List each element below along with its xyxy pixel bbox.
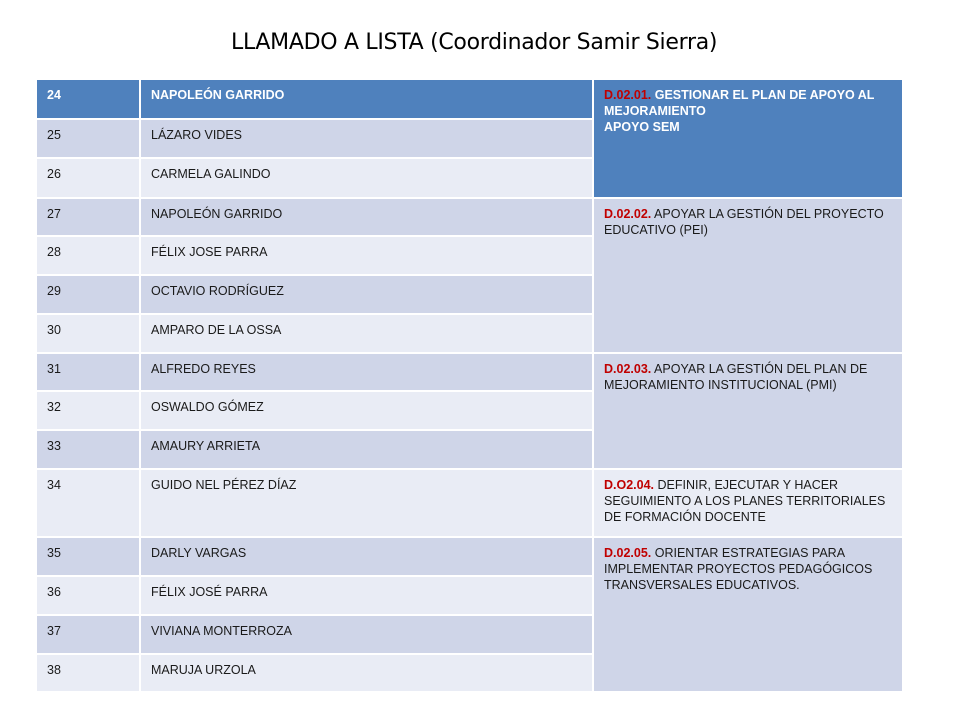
task-code: D.02.03. xyxy=(604,362,652,376)
task-code: D.02.05. xyxy=(604,546,652,560)
task-cell xyxy=(593,353,903,469)
table-row xyxy=(36,198,903,236)
task-cell xyxy=(593,537,903,692)
row-number: 29 xyxy=(36,275,140,314)
row-name: MARUJA URZOLA xyxy=(140,654,593,692)
task-code: D.02.02. xyxy=(604,207,652,221)
task-code: D.O2.04. xyxy=(604,478,655,492)
row-name: OSWALDO GÓMEZ xyxy=(140,391,593,430)
task-text: APOYAR LA GESTIÓN DEL PROYECTO EDUCATIVO (PEI) xyxy=(604,207,884,237)
row-number: 31 xyxy=(36,353,140,391)
row-name: AMPARO DE LA OSSA xyxy=(140,314,593,353)
row-number: 37 xyxy=(36,615,140,654)
task-text: ORIENTAR ESTRATEGIAS PARA IMPLEMENTAR PROYECTOS PEDAGÓGICOS TRANSVERSALES EDUCATIVOS. xyxy=(604,546,873,592)
task-extra: APOYO SEM xyxy=(604,120,680,134)
row-name: FÉLIX JOSÉ PARRA xyxy=(140,576,593,615)
row-number: 33 xyxy=(36,430,140,469)
row-name: FÉLIX JOSE PARRA xyxy=(140,236,593,275)
row-number: 32 xyxy=(36,391,140,430)
row-number: 26 xyxy=(36,158,140,198)
page-title: LLAMADO A LISTA (Coordinador Samir Sierra) xyxy=(231,30,718,55)
row-number: 25 xyxy=(36,119,140,158)
table-row xyxy=(36,537,903,576)
task-cell xyxy=(593,198,903,353)
row-name: NAPOLEÓN GARRIDO xyxy=(140,198,593,236)
row-number: 36 xyxy=(36,576,140,615)
row-number: 27 xyxy=(36,198,140,236)
row-number: 38 xyxy=(36,654,140,692)
task-text: GESTIONAR EL PLAN DE APOYO AL MEJORAMIENTO xyxy=(604,88,875,118)
row-number: 34 xyxy=(36,469,140,537)
row-name: LÁZARO VIDES xyxy=(140,119,593,158)
row-name: NAPOLEÓN GARRIDO xyxy=(140,79,593,119)
task-text: APOYAR LA GESTIÓN DEL PLAN DE MEJORAMIENTO INSTITUCIONAL (PMI) xyxy=(604,362,868,392)
task-cell xyxy=(593,469,903,537)
roster-table xyxy=(35,78,904,693)
row-name: OCTAVIO RODRÍGUEZ xyxy=(140,275,593,314)
row-number: 30 xyxy=(36,314,140,353)
row-number: 35 xyxy=(36,537,140,576)
row-number: 24 xyxy=(36,79,140,119)
table-row xyxy=(36,469,903,537)
task-code: D.02.01. xyxy=(604,88,652,102)
table-row xyxy=(36,79,903,119)
task-cell xyxy=(593,79,903,198)
row-name: VIVIANA MONTERROZA xyxy=(140,615,593,654)
row-number: 28 xyxy=(36,236,140,275)
table-row xyxy=(36,353,903,391)
row-name: CARMELA GALINDO xyxy=(140,158,593,198)
row-name: DARLY VARGAS xyxy=(140,537,593,576)
row-name: ALFREDO REYES xyxy=(140,353,593,391)
row-name: GUIDO NEL PÉREZ DÍAZ xyxy=(140,469,593,537)
task-text: DEFINIR, EJECUTAR Y HACER SEGUIMIENTO A LOS PLANES TERRITORIALES DE FORMACIÓN DOCENTE xyxy=(604,478,886,524)
row-name: AMAURY ARRIETA xyxy=(140,430,593,469)
